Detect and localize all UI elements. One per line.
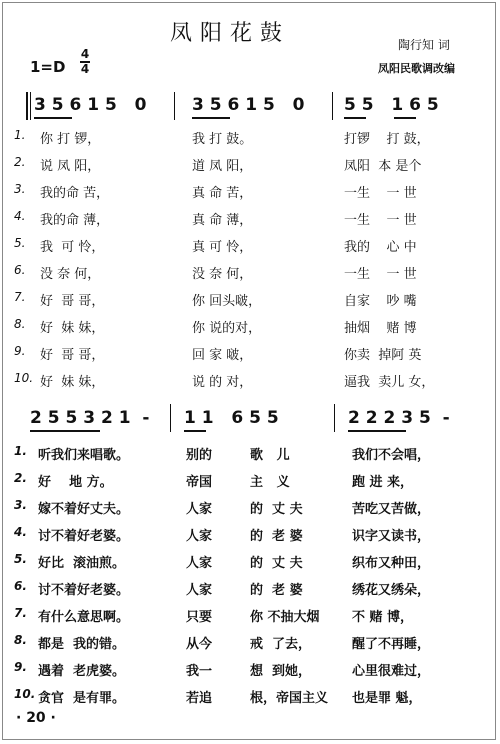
time-signature-bottom: 4	[80, 62, 90, 76]
verse-number: 9.	[14, 344, 26, 358]
lyric-a: 好 哥 哥，	[40, 294, 105, 309]
verse-row	[14, 290, 484, 310]
lyric-a: 好比 滚油煎。	[38, 556, 126, 571]
measure-1-notes: 3 5 6 1 5 0	[34, 95, 147, 115]
verse-row	[14, 263, 484, 283]
barline-3	[170, 404, 171, 432]
lyric-b: 你 说的对，	[192, 321, 262, 336]
lyric-b: 回 家 啵，	[192, 348, 253, 363]
verse-row	[14, 552, 484, 572]
verse-number: 1.	[14, 128, 26, 142]
verse-row	[14, 660, 484, 680]
lyric-a: 说 凤 阳，	[40, 159, 101, 174]
lyric-c: 一生 一 世	[344, 213, 417, 228]
verse-row	[14, 182, 484, 202]
lyric-b: 只要	[186, 610, 213, 625]
verse-number: 2.	[14, 471, 27, 485]
lyric-a: 听我们来唱歌。	[38, 448, 130, 463]
verse-number: 6.	[14, 263, 26, 277]
lyric-a: 没 奈 何，	[40, 267, 101, 282]
lyric-a: 贪官 是有罪。	[38, 691, 126, 706]
measure-1-beam	[34, 117, 72, 119]
lyric-d: 识字又读书，	[352, 529, 431, 544]
lyric-d: 醒了不再睡，	[352, 637, 431, 652]
verse-number: 7.	[14, 290, 26, 304]
start-barline	[26, 92, 28, 120]
lyric-c: 你卖 掉阿 英	[344, 348, 422, 363]
verse-number: 9.	[14, 660, 27, 674]
lyric-b: 真 可 怜，	[192, 240, 253, 255]
lyric-a: 好 哥 哥，	[40, 348, 105, 363]
lyric-d: 我们不会唱，	[352, 448, 431, 463]
lyric-b: 人家	[186, 583, 213, 598]
verse-number: 3.	[14, 498, 27, 512]
lyric-d: 跑 进 来，	[352, 475, 414, 490]
lyric-b: 真 命 薄，	[192, 213, 253, 228]
barline-1	[174, 92, 175, 120]
lyric-c: 的 老 婆	[250, 529, 303, 544]
lyric-a: 遇着 老虎婆。	[38, 664, 126, 679]
verse-row	[14, 371, 484, 391]
lyric-a: 好 妹 妹，	[40, 321, 105, 336]
lyric-b: 若追	[186, 691, 213, 706]
lyric-c: 打锣 打 鼓，	[344, 132, 430, 147]
verse-number: 2.	[14, 155, 26, 169]
verse-number: 8.	[14, 317, 26, 331]
verse-number: 10.	[14, 687, 36, 701]
lyric-c: 我的 心 中	[344, 240, 417, 255]
measure-6-notes: 2 2 2 3 5 -	[348, 408, 450, 428]
lyric-c: 的 丈 夫	[250, 556, 303, 571]
lyric-c: 凤阳 本 是个	[344, 159, 422, 174]
measure-4-notes: 2 5 5 3 2 1 -	[30, 408, 150, 428]
lyric-b: 人家	[186, 529, 213, 544]
arranger-credit: 凤阳民歌调改编	[378, 62, 455, 75]
verse-row	[14, 471, 484, 491]
song-title: 凤阳花鼓	[170, 21, 291, 46]
lyric-c: 戒 了去，	[250, 637, 312, 652]
key-signature: 1=D	[30, 58, 66, 76]
lyric-c: 一生 一 世	[344, 267, 417, 282]
verse-row	[14, 344, 484, 364]
lyric-a: 我的命 苦，	[40, 186, 110, 201]
lyric-a: 都是 我的错。	[38, 637, 126, 652]
verse-number: 4.	[14, 525, 27, 539]
lyric-d: 苦吃又苦做，	[352, 502, 431, 517]
verse-row	[14, 317, 484, 337]
verse-number: 5.	[14, 236, 26, 250]
verse-row	[14, 128, 484, 148]
lyricist-credit: 陶行知 词	[398, 38, 450, 52]
verse-number: 6.	[14, 579, 27, 593]
measure-6-beam	[348, 430, 406, 432]
verse-row	[14, 579, 484, 599]
lyric-c: 逼我 卖儿 女，	[344, 375, 435, 390]
lyric-b: 从今	[186, 637, 213, 652]
lyric-c: 你 不抽大烟	[250, 610, 320, 625]
lyric-c: 抽烟 赌 博	[344, 321, 417, 336]
verse-row	[14, 498, 484, 518]
verse-number: 3.	[14, 182, 26, 196]
time-signature	[80, 48, 90, 76]
verse-number: 10.	[14, 371, 34, 385]
start-barline-thin	[30, 92, 31, 120]
lyric-c: 根，帝国主义	[250, 691, 329, 706]
verse-row	[14, 687, 484, 707]
lyric-b: 人家	[186, 556, 213, 571]
lyric-c: 歌 儿	[250, 448, 290, 463]
lyric-d: 绣花又绣朵，	[352, 583, 431, 598]
barline-4	[334, 404, 335, 432]
lyric-b: 没 奈 何，	[192, 267, 253, 282]
lyric-a: 我的命 薄，	[40, 213, 110, 228]
measure-5-notes: 1 1 6 5 5	[184, 408, 279, 428]
measure-5-beam	[184, 430, 206, 432]
page-number: · 20 ·	[16, 710, 56, 726]
lyric-c: 的 丈 夫	[250, 502, 303, 517]
lyric-c: 想 到她，	[250, 664, 312, 679]
measure-2-notes: 3 5 6 1 5 0	[192, 95, 305, 115]
measure-3-notes: 5 5 1 6 5	[344, 95, 439, 115]
lyric-b: 人家	[186, 502, 213, 517]
verse-row	[14, 209, 484, 229]
lyric-a: 讨不着好老婆。	[38, 529, 130, 544]
verse-number: 4.	[14, 209, 26, 223]
verse-row	[14, 155, 484, 175]
lyric-b: 真 命 苦，	[192, 186, 253, 201]
time-signature-top: 4	[80, 47, 90, 61]
lyric-a: 嫁不着好丈夫。	[38, 502, 130, 517]
measure-3-beam	[344, 117, 366, 119]
lyric-b: 帝国	[186, 475, 213, 490]
verse-row	[14, 444, 484, 464]
measure-2-beam	[192, 117, 230, 119]
lyric-d: 也是罪 魁，	[352, 691, 422, 706]
measure-3-beam-2	[394, 117, 416, 119]
lyric-a: 我 可 怜，	[40, 240, 105, 255]
lyric-a: 好 地 方。	[38, 475, 113, 490]
verse-row	[14, 633, 484, 653]
verse-row	[14, 236, 484, 256]
lyric-c: 自家 吵 嘴	[344, 294, 417, 309]
lyric-a: 好 妹 妹，	[40, 375, 105, 390]
lyric-d: 织布又种田，	[352, 556, 431, 571]
lyric-c: 的 老 婆	[250, 583, 303, 598]
lyric-c: 一生 一 世	[344, 186, 417, 201]
lyric-d: 心里很难过，	[352, 664, 431, 679]
measure-4-beam	[30, 430, 100, 432]
verse-row	[14, 525, 484, 545]
lyric-b: 你 回头啵，	[192, 294, 262, 309]
lyric-b: 道 凤 阳，	[192, 159, 253, 174]
lyric-b: 我一	[186, 664, 213, 679]
lyric-a: 有什么意思啊。	[38, 610, 130, 625]
verse-row	[14, 606, 484, 626]
lyric-a: 你 打 锣，	[40, 132, 101, 147]
lyric-b: 我 打 鼓。	[192, 132, 253, 147]
verse-number: 1.	[14, 444, 27, 458]
lyric-d: 不 赌 博，	[352, 610, 414, 625]
lyric-b: 说 的 对，	[192, 375, 253, 390]
verse-number: 7.	[14, 606, 27, 620]
verse-number: 5.	[14, 552, 27, 566]
lyric-c: 主 义	[250, 475, 290, 490]
barline-2	[332, 92, 333, 120]
verse-number: 8.	[14, 633, 27, 647]
lyric-b: 别的	[186, 448, 213, 463]
lyric-a: 讨不着好老婆。	[38, 583, 130, 598]
